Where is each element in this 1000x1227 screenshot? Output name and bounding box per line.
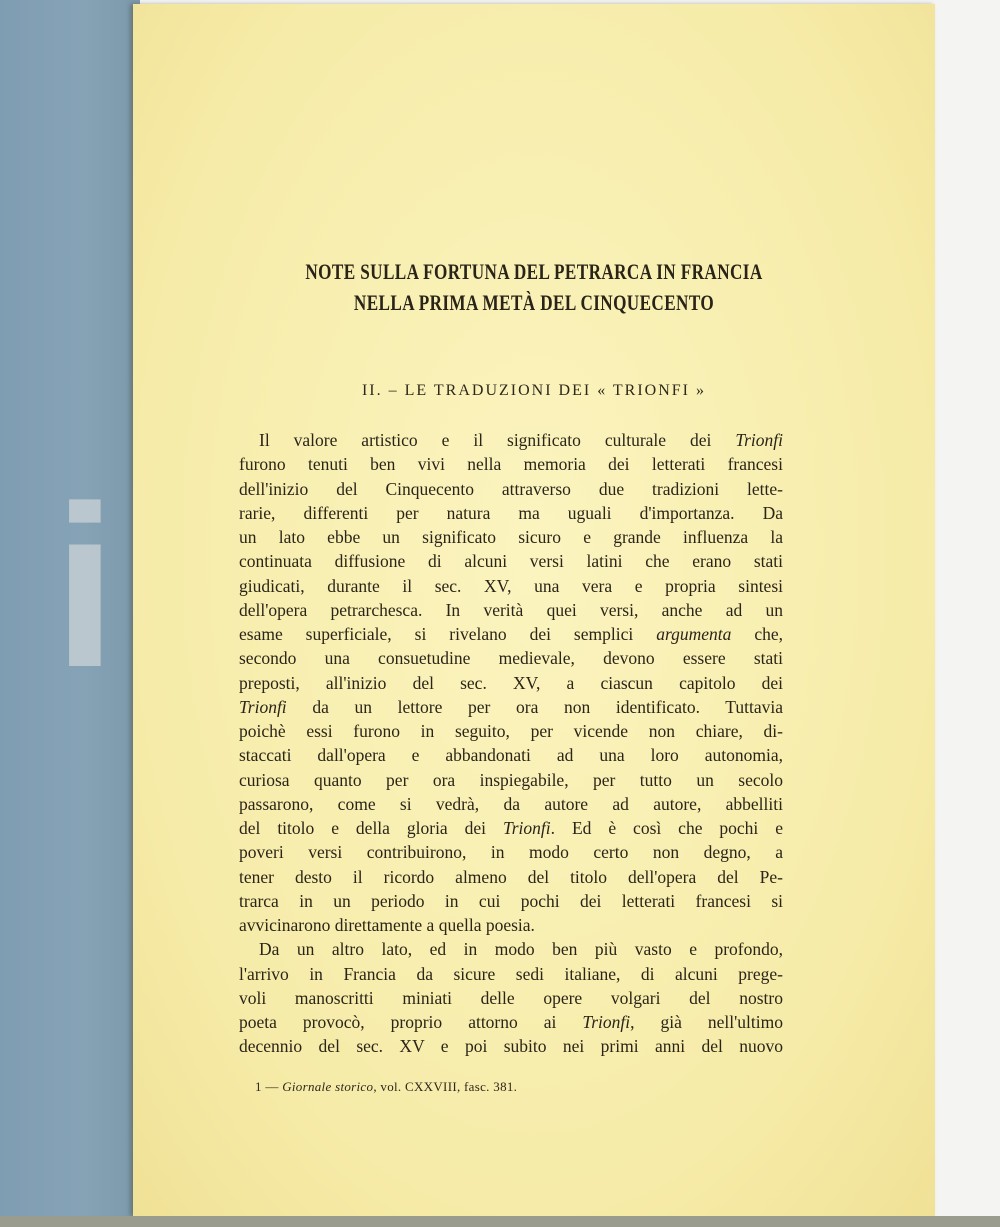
text-line (239, 768, 783, 792)
text-line (239, 646, 783, 670)
text-line (239, 428, 783, 452)
text-segment: Da un altro lato, ed in modo ben più vasto e profondo, (259, 939, 783, 960)
italic-text: Trionfi (502, 818, 551, 838)
text-line (239, 719, 783, 743)
body-text (239, 428, 783, 1059)
text-segment: passarono, come si vedrà, da autore ad autore, abbelliti (239, 793, 783, 814)
text-segment: poeta provocò, proprio attorno ai (239, 1012, 583, 1032)
text-segment: dell'opera petrarchesca. In verità quei versi, anche ad un (239, 599, 783, 620)
text-segment: da un lettore per ora non identificato. Tuttavia (286, 696, 783, 717)
text-segment: del titolo e della gloria dei (239, 818, 503, 838)
text-segment: che, (731, 624, 783, 644)
text-line (239, 622, 783, 646)
italic-text: Trionfi (582, 1012, 631, 1032)
text-line (239, 574, 783, 598)
text-segment: trarca in un periodo in cui pochi dei letterati francesi si (239, 890, 783, 911)
italic-text: Trionfi (239, 696, 287, 717)
text-segment: staccati dall'opera e abbandonati ad una loro autonomia, (239, 745, 783, 766)
text-line (239, 452, 783, 476)
text-line (239, 986, 783, 1010)
text-segment: l'arrivo in Francia da sicure sedi italiane, di alcuni prege- (239, 963, 783, 984)
text-line (239, 671, 783, 695)
text-segment: giudicati, durante il sec. XV, una vera e propria sintesi (239, 575, 783, 596)
text-segment: rarie, differenti per natura ma uguali d'importanza. Da (239, 502, 783, 523)
text-segment: secondo una consuetudine medievale, devono essere stati (239, 648, 783, 669)
text-line (239, 695, 783, 719)
footer-volume: , vol. CXXVIII, fasc. 381. (373, 1079, 518, 1094)
text-segment: decennio del sec. XV e poi subito nei primi anni del nuovo (239, 1036, 783, 1057)
text-line (239, 962, 783, 986)
text-segment: dell'inizio del Cinquecento attraverso due tradizioni lette- (239, 478, 783, 499)
text-line (239, 525, 783, 549)
watermark: i (53, 458, 117, 715)
text-line (239, 792, 783, 816)
text-line (239, 865, 783, 889)
text-line (239, 598, 783, 622)
article-title-line-1: NOTE SULLA FORTUNA DEL PETRARCA IN FRANCIA (305, 259, 763, 284)
text-segment: . Ed è così che pochi e (550, 818, 784, 838)
text-segment: preposti, all'inizio del sec. XV, a ciascun capitolo dei (239, 672, 783, 693)
text-line (239, 937, 783, 961)
text-segment: esame superficiale, si rivelano dei semplici (239, 624, 657, 644)
text-segment: furono tenuti ben vivi nella memoria dei letterati francesi (239, 454, 783, 475)
text-segment: curiosa quanto per ora inspiegabile, per tutto un secolo (239, 769, 783, 790)
text-line (239, 501, 783, 525)
text-line (239, 840, 783, 864)
text-line (239, 477, 783, 501)
text-line (239, 889, 783, 913)
text-segment: tener desto il ricordo almeno del titolo dell'opera del Pe- (239, 866, 783, 887)
text-segment: voli manoscritti miniati delle opere volgari del nostro (239, 987, 783, 1008)
italic-text: argumenta (656, 624, 732, 644)
text-segment: avvicinarono direttamente a quella poesia. (239, 915, 535, 935)
text-line (239, 549, 783, 573)
italic-text: Trionfi (735, 430, 783, 450)
text-segment: poichè essi furono in seguito, per vicende non chiare, di- (239, 721, 783, 741)
footer-citation (255, 1079, 517, 1095)
text-segment: un lato ebbe un significato sicuro e grande influenza la (239, 527, 783, 547)
text-line (239, 1034, 783, 1058)
scanner-edge (0, 1216, 1000, 1227)
text-segment: Il valore artistico e il significato culturale dei (259, 430, 736, 450)
text-segment: , già nell'ultimo (630, 1012, 783, 1032)
text-line (239, 1010, 783, 1034)
footer-journal: Giornale storico (282, 1079, 374, 1094)
document-page (53, 4, 935, 1216)
article-title-line-2: NELLA PRIMA METÀ DEL CINQUECENTO (353, 290, 715, 315)
text-line (239, 743, 783, 767)
text-segment: poveri versi contribuirono, in modo certo non degno, a (239, 842, 783, 863)
section-heading: II. – LE TRADUZIONI DEI « TRIONFI » (361, 382, 707, 399)
text-line (239, 816, 783, 840)
footer-page-number: 1 — (255, 1079, 283, 1094)
text-segment: continuata diffusione di alcuni versi latini che erano stati (239, 551, 783, 572)
text-line (239, 913, 783, 937)
